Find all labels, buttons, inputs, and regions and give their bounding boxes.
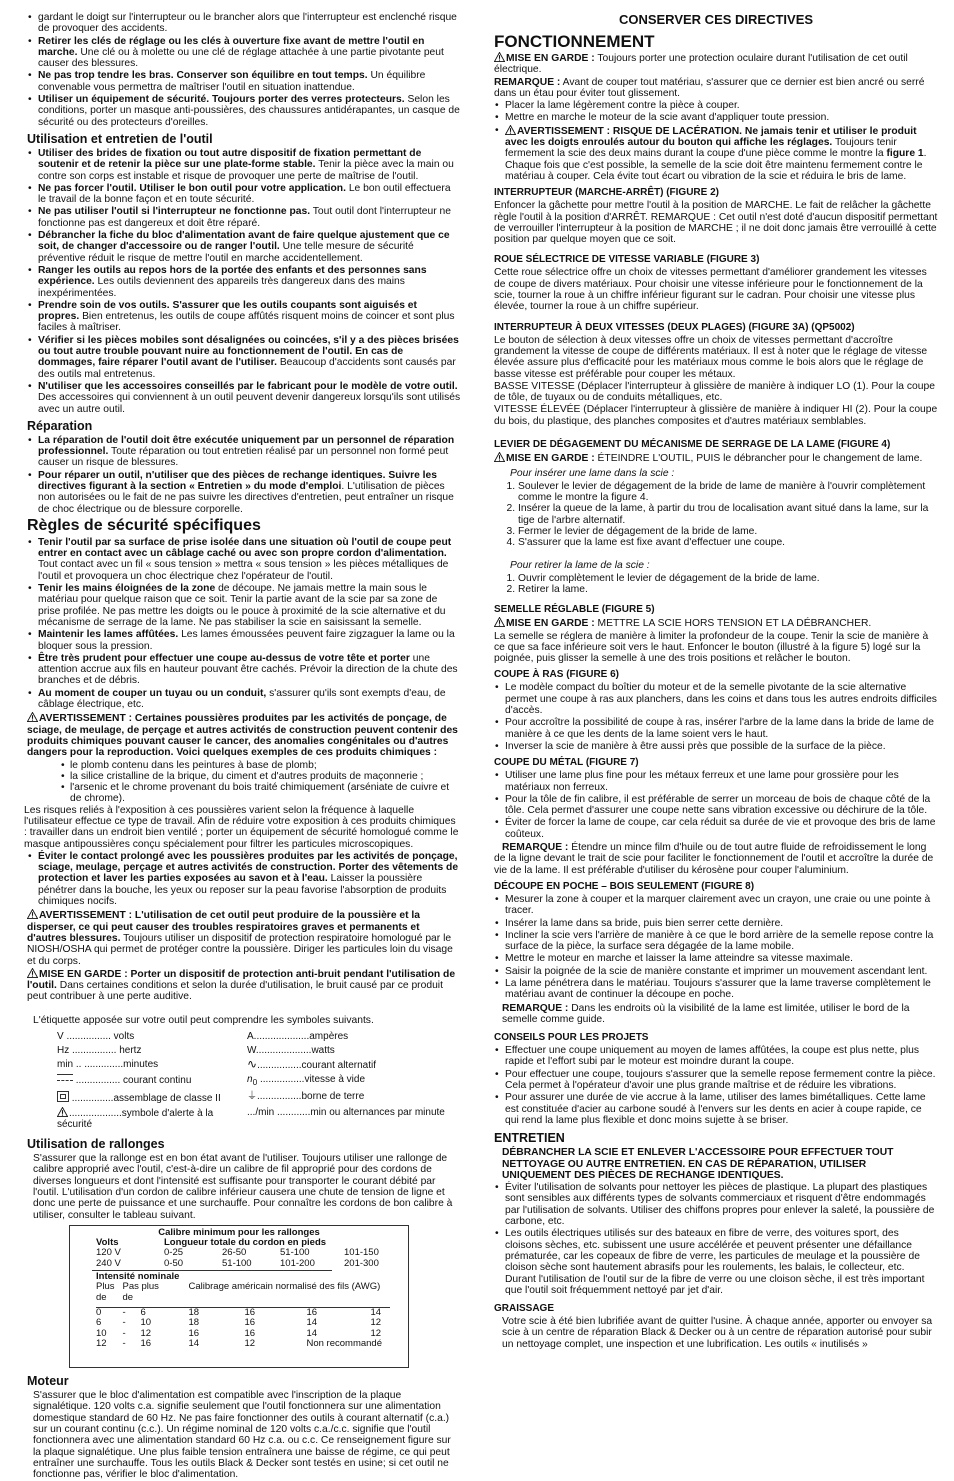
amps-table (96, 1282, 390, 1349)
symbol-volts: V ................ volts (57, 1031, 135, 1043)
section-title: Utilisation et entretien de l'outil (27, 131, 213, 146)
list-item: • Ne pas forcer l'outil. Utiliser le bon outil pour votre application. Le bon outil effectuera le travail de la bonne façon et en toute sécurité. (27, 183, 461, 206)
list-item: • Éviter l'utilisation de solvants pour nettoyer les pièces de plastique. La plupart des plastiques sont sensibles aux différents types de solvants commerciaux et risquent d'être endommagés par l'utilisation de solvants. Utiliser des chiffons propres pour enlever la saleté, la poussière de carbone, etc. (494, 1182, 938, 1227)
repair-list (27, 435, 461, 515)
list-item: • Les outils électriques utilisés sur des bateaux en fibre de verre, des voitures sport, des cloisons sèches, etc. subissent une usure accélérée et peuvent présenter une défaillance prématurée, car les copeaux de fibre de verre, les particules de meulage et la poussière de cloison sèche sont hautement abrasifs pour les roulements, les balais, le collecteur, etc. Durant l'utilisation de l'outil sur de la fibre de verre ou une cloison sèche, il est très important que l'outil soit fréquemment nettoyé par jet d'air. (494, 1228, 938, 1296)
list-item: • Ne pas utiliser l'outil si l'interrupteur ne fonctionne pas. Tout outil dont l'interrupteur ne fonctionne pas est dangereux et doit être réparé. (27, 206, 461, 229)
list-item: • Placer la lame légèrement contre la pièce à couper. (494, 100, 938, 111)
section-title: COUPE DU MÉTAL (FIGURE 7) (494, 757, 639, 769)
extension-text: S'assurer que la rallonge est en bon état avant de l'utiliser. Toujours utiliser une rallonge de calibre approprié avec l'outil, c'est-à-dire un calibre de fil approprié pour des cordons de diverses longueurs et dont l'intensité est suffisante pour transporter le courant débité par l'outil. L'utilisation d'un cordon de calibre inférieur causera une chute de tension de ligne et donc une perte de puissance et une surchauffe. Pour connaître les cordons de bon calibre à utiliser, consulter le tableau suivant. (33, 1153, 453, 1221)
symbol-alert: ...................symbole d'alerte à la sécurité (57, 1108, 214, 1131)
list-item: 3. Fermer le levier de dégagement de la bride de lame. (518, 526, 938, 537)
two-speed-text: Le bouton de sélection à deux vitesses offre un choix de vitesses permettant d'accroître grandement la vitesse de coupe de différents matériaux. Il est à noter que le réglage de vitesse élevée assure plus d'efficacité pour les matériaux mous comme le bois alors que le réglage de basse vitesse est préférable pour couper les métaux. (494, 334, 928, 380)
table-cell: 10 (96, 1327, 107, 1339)
table-cell: 12 (140, 1327, 152, 1339)
table-cell: 12 (370, 1317, 382, 1329)
dust-exposure-text: Les risques reliés à l'exposition à ces poussières varient selon la fréquence à laquelle l'utilisateur effectue ce type de travail. Afin de réduire votre exposition à ces produits chimiques : travailler dans un endroit bien ventilé ; porter un équipement de sécurité homologué comme le masque antipoussières conçu spécialement pour filtrer les particules microscopiques. (24, 804, 459, 850)
table-cell: 51-100 (280, 1247, 310, 1259)
table-cell: 14 (188, 1337, 200, 1349)
table-cell: 0-25 (164, 1247, 184, 1259)
table-cell: 0-50 (164, 1257, 184, 1269)
symbols-intro: L'étiquette apposée sur votre outil peut comprendre les symboles suivants. (33, 1014, 374, 1026)
table-cell: 16 (140, 1337, 152, 1349)
table-cell: 0 (96, 1306, 102, 1318)
table-header: Plus (96, 1281, 115, 1293)
flush-cut-list (494, 682, 938, 752)
symbol-row (57, 1059, 445, 1074)
section-title: ENTRETIEN (494, 1131, 565, 1146)
section-title: SEMELLE RÉGLABLE (FIGURE 5) (494, 604, 655, 616)
list-item: • Mesurer la zone à couper et la marquer clairement avec un crayon, une craie ou une pointe à tracer. (494, 894, 938, 917)
remove-blade-heading: Pour retirer la lame de la scie : (510, 560, 650, 572)
switch-text: Enfoncer la gâchette pour mettre l'outil à la position de MARCHE. Le fait de relâcher la gâchette règle l'outil à la position d'ARRÊT. REMARQUE : Cet outil n'est doté d'aucun dispositif permettant de verrouiller l'interrupteur à la position de MARCHE ; il ne doit donc jamais être verrouillé à cette position par quelque moyen que ce soit. (494, 200, 938, 246)
table-cell: 101-200 (280, 1257, 315, 1269)
section-title: Règles de sécurité spécifiques (27, 516, 261, 534)
table-cell: 120 V (96, 1247, 121, 1259)
list-item: 1. Soulever le levier de dégagement de la bride de lame de manière à l'ouvrir complètement comme le montre la figure 4. (518, 481, 938, 504)
list-item: • le plomb contenu dans les peintures à base de plomb; (49, 760, 461, 771)
list-item: • Tenir les mains éloignées de la zone de découpe. Ne jamais mettre la main sous le matériau pour quelque raison que ce soit. Tenir la partie avant de la scie par sa zone de prise profilée. Ne pas mettre les doigts ou le pouce à proximité de la scie alternative et du mécanisme de serrage de la lame. Ne pas stabiliser la scie en saisissant la semelle. (27, 583, 461, 628)
warning-icon (505, 125, 516, 135)
table-cell: 201-300 (344, 1257, 379, 1269)
section-title: INTERRUPTEUR (MARCHE-ARRÊT) (FIGURE 2) (494, 187, 719, 199)
right-column (494, 12, 938, 1351)
list-item: 2. Insérer la queue de la lame, à partir du trou de localisation avant situé dans la lame, sur la tige de l'arbre alternatif. (518, 503, 938, 526)
list-item: 2. Retirer la lame. (518, 584, 938, 595)
list-item: • Incliner la scie vers l'arrière de manière à ce que le bord arrière de la semelle repose contre la surface de la pièce, la surface sera dégagée de la lame mobile. (494, 930, 938, 953)
table-row (96, 1259, 387, 1269)
intro-list (27, 12, 461, 128)
section-title: COUPE À RAS (FIGURE 6) (494, 669, 620, 681)
list-item: • gardant le doigt sur l'interrupteur ou le brancher alors que l'interrupteur est enclenché risque de provoquer des accidents. (27, 12, 461, 35)
table-cell: 18 (188, 1317, 200, 1329)
symbol-dc: ................ courant continu (57, 1074, 247, 1091)
list-item: • Maintenir les lames affûtées. Les lames émoussées peuvent faire zigzaguer la lame ou la bloquer sous la pression. (27, 629, 461, 652)
list-item: • Vérifier si les pièces mobiles sont désalignées ou coincées, s'il y a des pièces brisées ou tout autre trouble pouvant nuire au fonctionnement de l'outil. En cas de dommages, faire réparer l'outil avant de l'utiliser. Beaucoup d'accidents sont causés par des outils mal entretenus. (27, 335, 461, 380)
table-title: Calibre minimum pour les rallonges (158, 1226, 320, 1238)
table-header: Longueur totale du cordon en pieds (164, 1237, 327, 1249)
list-item: • Effectuer une coupe uniquement au moyen de lames affûtées, la coupe est plus nette, plus rapide et l'effort subi par le moteur est moindre durant la coupe. (494, 1045, 938, 1068)
table-cell: - (122, 1306, 126, 1318)
symbol-no-load: $n_0$ ................vitesse à vide (247, 1074, 366, 1088)
pocket-cut-list (494, 894, 938, 1001)
table-cell: 16 (244, 1306, 256, 1318)
list-item: • la silice cristalline de la brique, du ciment et d'autres produits de maçonnerie ; (49, 771, 461, 782)
section-title: Moteur (27, 1374, 69, 1389)
symbol-amperes: A....................ampères (247, 1031, 349, 1043)
list-item: • l'arsenic et le chrome provenant du bois traité chimiquement (arséniate de cuivre et de chrome). (49, 782, 461, 805)
list-item: • Pour réparer un outil, n'utiliser que des pièces de rechange identiques. Suivre les directives figurant à la section « Entretien » du mode d'emploi. L'utilisation de pièces non autorisées ou le fait de ne pas suivre les directives d'entretien, peut entraîner un risque de choc électrique ou de blessure corporelle. (27, 470, 461, 515)
maintenance-warning: DÉBRANCHER LA SCIE ET ENLEVER L'ACCESSOIRE POUR EFFECTUER TOUT NETTOYAGE OU AUTRE ENTRETIEN. EN CAS DE RÉPARATION, UTILISER UNIQUEMENT DES PIÈCES DE RECHANGE IDENTIQUES. (502, 1147, 894, 1181)
section-title: FONCTIONNEMENT (494, 32, 655, 51)
symbol-row (57, 1031, 445, 1045)
list-item: • Ne pas trop tendre les bras. Conserver son équilibre en tout temps. Un équilibre convenable vous permettra de maîtriser l'outil en situation inattendue. (27, 70, 461, 93)
tips-list (494, 1045, 938, 1126)
table-cell: 51-100 (222, 1257, 252, 1269)
list-item: • Prendre soin de vos outils. S'assurer que les outils coupants sont aiguisés et propres. Bien entretenus, les outils de coupe affûtés risquent moins de coincer et sont plus faciles à maîtriser. (27, 300, 461, 334)
class-ii-icon (57, 1091, 69, 1102)
table-cell: 240 V (96, 1257, 121, 1269)
metal-cut-list (494, 770, 938, 840)
table-cell: 101-150 (344, 1247, 379, 1259)
left-column (24, 12, 461, 1481)
table-row (96, 1318, 390, 1328)
note: REMARQUE : Avant de couper tout matériau, s'assurer que ce dernier est bien ancré ou serré dans un étau pour éviter tout glissement. (494, 76, 925, 99)
list-item: • Être très prudent pour effectuer une coupe au-dessus de votre tête et porter une attention accrue aux fils en hauteur pouvant être cachés. Prévoir la direction de la chute des branches et de débris. (27, 653, 461, 687)
table-header: Volts (96, 1237, 119, 1249)
maintenance-list (494, 1182, 938, 1296)
list-item: • Retirer les clés de réglage ou les clés à ouverture fixe avant de mettre l'outil en marche. Une clé ou à molette ou une clé de réglage attachée à une partie pivotante peut causer des blessures. (27, 36, 461, 70)
section-title: Réparation (27, 418, 93, 433)
low-speed-text: BASSE VITESSE (Déplacer l'interrupteur à glissière de manière à indiquer LO (1). Pour la coupe de tôle, de tuyaux ou de conduits métalliques, etc. (494, 380, 935, 404)
shoe-text: La semelle se réglera de manière à limiter la profondeur de la coupe. Tenir la scie de manière à ce que sa face inférieure soit vers le haut. Enfoncer le bouton (illustré à la figure 5) logé sur la poignée, puis glisser la semelle à une des trois positions et relâcher le bouton. (494, 630, 929, 665)
table-cell: de (122, 1291, 134, 1303)
table-cell: 16 (244, 1327, 256, 1339)
table-cell: 26-50 (222, 1247, 247, 1259)
lubrication-text: Votre scie à été bien lubrifiée avant de quitter l'usine. À chaque année, apporter ou envoyer sa scie à un centre de réparation Black & Decker ou à un centre de réparation autorisé pour subir un nettoyage complet, une inspection et une lubrification. Les outils « inutilisés » (502, 1316, 933, 1350)
table-header: Pas plus (122, 1281, 159, 1293)
list-item: • Saisir la poignée de la scie de manière constante et imprimer un mouvement ascendant lent. (494, 966, 938, 977)
note: REMARQUE : Dans les endroits où la visibilité de la lame est limitée, utiliser le bord de la semelle comme guide. (502, 1002, 910, 1025)
table-cell: 16 (188, 1327, 200, 1339)
tool-use-list (27, 148, 461, 415)
warning-icon (27, 968, 38, 978)
extension-cord-table (69, 1225, 409, 1368)
note: REMARQUE : Étendre un mince film d'huile ou de tout autre fluide de refroidissement le long de la ligne devant le trait de scie pour faciliter le fonctionnement de l'outil et accroître la durée de vie de la lame. Il est préférable d'utiliser du kérosène pour couper l'aluminium. (494, 842, 934, 876)
list-item: • Utiliser un équipement de sécurité. Toujours porter des verres protecteurs. Selon les conditions, porter un masque anti-poussières, des chaussures antidérapantes, un casque de sécurité ou des protecteurs d'oreilles. (27, 94, 461, 128)
insert-blade-heading: Pour insérer une lame dans la scie : (510, 468, 675, 480)
table-cell: 18 (188, 1306, 200, 1318)
list-item: • Pour accroître la possibilité de coupe à ras, insérer l'arbre de la lame dans la bride de lame de manière à ce que les dents de la lame soient vers le haut. (494, 717, 938, 740)
warning-icon (27, 909, 38, 919)
list-item: • La réparation de l'outil doit être exécutée uniquement par un personnel de réparation professionnel. Toute réparation ou tout entretien réalisé par un personnel non formé peut causer un risque de blessures. (27, 435, 461, 469)
chemicals-list (49, 760, 461, 805)
table-header: Calibrage américain normalisé des fils (AWG) (188, 1281, 381, 1293)
symbol-per-minute: .../min ............min ou alternances par minute (247, 1107, 445, 1119)
table-cell: de (96, 1291, 107, 1303)
symbol-row (57, 1091, 445, 1107)
warning-icon (27, 712, 38, 722)
symbol-row (57, 1074, 445, 1091)
table-cell: - (122, 1317, 126, 1329)
list-item: • AVERTISSEMENT : RISQUE DE LACÉRATION. Ne jamais tenir et utiliser le produit avec les doigts enroulés autour du bouton qui affiche les réglages. Toujours tenir fermement la scie des deux mains durant la coupe d'une pièce comme le montre la figure 1. Chaque fois que c'est possible, la semelle de la scie doit être maintenu fermement contre le matériau à couper. Cela évite tout écart ou vibration de la scie et réduira le bris de lame. (494, 125, 938, 182)
list-item: • Utiliser une lame plus fine pour les métaux ferreux et une lame pour grossière pour les matériaux non ferreux. (494, 770, 938, 793)
symbol-hertz: Hz ................ hertz (57, 1045, 142, 1057)
operation-list (494, 100, 938, 182)
list-item: • Utiliser des brides de fixation ou tout autre dispositif de fixation permettant de soutenir et de retenir la pièce sur une plate-forme stable. Tenir la pièce avec la main ou contre son corps est instable et risque de provoquer une perte de maîtrise de l'outil. (27, 148, 461, 182)
motor-text: S'assurer que le bloc d'alimentation est compatible avec l'inscription de la plaque signalétique. 120 volts c.a. signifie seulement que l'outil fonctionnera sur une alimentation domestique standard de 60 Hz. Ne pas faire fonctionner des outils à courant alternatif (c.a.) sur un courant continu (c.c.). Un régime nominal de 120 volts c.a./c.c. signifie que l'outil fonctionnera avec une alimentation standard 60 Hz c.a. ou c.c. Ce renseignement figure sur la plaque signalétique. Une plus faible tension entraînera une baisse de régime, ce qui peut entraîner une surchauffe. Tous les outils Black & Decker sont testés en usine; si cet outil ne fonctionne pas, vérifier le bloc d'alimentation. (33, 1390, 451, 1481)
table-cell: - (122, 1337, 126, 1349)
list-item: • Éviter le contact prolongé avec les poussières produites par les activités de ponçage, sciage, meulage, perçage et autres activités de construction. Porter des vêtements de protection et laver les parties exposées au savon et à l'eau. Laisser la poussière pénétrer dans la bouche, les yeux ou reposer sur la peau favorise l'absorption de produits chimiques nocifs. (27, 851, 461, 907)
section-title: LEVIER DE DÉGAGEMENT DU MÉCANISME DE SERRAGE DE LA LAME (FIGURE 4) (494, 439, 891, 451)
remove-steps (494, 573, 938, 596)
section-title: ROUE SÉLECTRICE DE VITESSE VARIABLE (FIGURE 3) (494, 254, 760, 266)
table-cell: 14 (370, 1306, 382, 1318)
table-cell: 12 (370, 1327, 382, 1339)
dust-list (27, 851, 461, 907)
caution-blade: MISE EN GARDE : ÉTEINDRE L'OUTIL, PUIS le débrancher pour le changement de lame. (494, 452, 938, 464)
high-speed-text: VITESSE ÉLEVÉE (Déplacer l'interrupteur à glissière de manière à indiquer HI (2). Pour la coupe du bois, du plastique, des planches composites et d'autres matériaux semblables. (494, 404, 938, 427)
list-item: • Mettre en marche le moteur de la scie avant d'appliquer toute pression. (494, 112, 938, 123)
list-item: • Pour la tôle de fin calibre, il est préférable de serrer un morceau de bois de chaque côté de la tôle. Cela permet d'assurer une coupe nette sans vibration excessive ou déchirure de la tôle. (494, 794, 938, 817)
list-item: • Pour assurer une durée de vie accrue à la lame, utiliser des lames bimétalliques. Cette lame est constituée d'acier au carbone soudé à l'envers sur les dents en acier à coupe rapide, ce qui rend la lame plus flexible et donc moins sujette à se briser. (494, 1092, 938, 1126)
table-row (96, 1339, 390, 1349)
section-title: INTERRUPTEUR À DEUX VITESSES (DEUX PLAGES) (FIGURE 3A) (QP5002) (494, 321, 855, 333)
table-cell: 6 (140, 1306, 146, 1318)
list-item: • N'utiliser que les accessoires conseillés par le fabricant pour le modèle de votre outil. Des accessoires qui conviennent à un outil peuvent devenir dangereux lorsqu'ils sont utilisés avec un autre outil. (27, 381, 461, 415)
caution-eye: MISE EN GARDE : Toujours porter une protection oculaire durant l'utilisation de cet outil électrique. (494, 53, 908, 76)
section-title: DÉCOUPE EN POCHE – BOIS SEULEMENT (FIGURE 8) (494, 880, 755, 892)
symbol-row (57, 1107, 445, 1133)
table-row (96, 1282, 390, 1292)
table-row (96, 1293, 390, 1303)
table-cell: 14 (306, 1317, 318, 1329)
list-item: 4. S'assurer que la lame est fixe avant d'effectuer une coupe. (518, 537, 938, 548)
list-item: • Inverser la scie de manière à être aussi près que possible de la surface de la pièce. (494, 741, 938, 752)
insert-steps (494, 481, 938, 549)
section-title: Utilisation de rallonges (27, 1137, 165, 1152)
warning-icon (57, 1107, 68, 1117)
warning-respiratory: AVERTISSEMENT : L'utilisation de cet outil peut produire de la poussière et la disperser, ce qui peut causer des troubles respiratoires graves et permanents et d'autres blessures. Toujours utiliser un dispositif de protection respiratoire homologué par le NIOSH/OSHA qui permet de protéger contre la poussière. Diriger les particules loin du visage et du corps. (27, 910, 453, 967)
dc-icon (57, 1074, 73, 1081)
list-item: • Insérer la lame dans sa bride, puis bien serrer cette dernière. (494, 918, 938, 929)
section-title: CONSEILS POUR LES PROJETS (494, 1032, 649, 1044)
table-cell: 10 (140, 1317, 152, 1329)
ground-icon: ⏚ (247, 1091, 257, 1103)
list-item: • Tenir l'outil par sa surface de prise isolée dans une situation où l'outil de coupe peut entrer en contact avec un câblage caché ou avec son propre cordon d'alimentation. Tout contact avec un fil « sous tension » mettra « sous tension » les pièces métalliques de l'outil et provoquera un choc électrique chez l'opérateur de l'outil. (27, 537, 461, 582)
list-item: 1. Ouvrir complètement le levier de dégagement de la bride de lame. (518, 573, 938, 584)
list-item: • Pour effectuer une coupe, toujours s'assurer que la semelle repose fermement contre la pièce. Cela permet à l'opérateur d'avoir une plus grande maîtrise et de réduire les vibrations. (494, 1069, 938, 1092)
list-item: • Au moment de couper un tuyau ou un conduit, s'assurer qu'ils sont exempts d'eau, de câblage électrique, etc. (27, 688, 461, 711)
keep-instructions-caption: CONSERVER CES DIRECTIVES (618, 12, 814, 27)
table-cell: 12 (96, 1337, 107, 1349)
symbol-minutes: min .. ..............minutes (57, 1059, 159, 1071)
table-cell: 16 (306, 1306, 318, 1318)
caution-shoe: MISE EN GARDE : METTRE LA SCIE HORS TENSION ET LA DÉBRANCHER. (494, 617, 938, 629)
symbol-ac: ∿................courant alternatif (247, 1057, 377, 1072)
ac-icon: ∿ (247, 1057, 258, 1072)
warning-icon (494, 52, 505, 62)
volts-table (96, 1238, 387, 1269)
symbol-watts: W....................watts (247, 1045, 335, 1057)
list-item: • Éviter de forcer la lame de coupe, car cela réduit sa durée de vie et provoque des bris de lame coûteux. (494, 817, 938, 840)
table-cell: 16 (244, 1317, 256, 1329)
speed-dial-text: Cette roue sélectrice offre un choix de vitesses permettant d'améliorer grandement les vitesses de coupe de divers matériaux. Pour choisir une vitesse inférieure pour le fonctionnement de la scie, tourner la roue à un chiffre inférieur figurant sur le cadran. Pour choisir une vitesse plus élevée, tourner la roue à un chiffre supérieur. (494, 267, 927, 313)
symbol-class-ii: ...............assemblage de classe II (57, 1091, 247, 1107)
section-title: GRAISSAGE (494, 1303, 555, 1315)
table-cell: 6 (96, 1317, 102, 1329)
table-cell: 14 (306, 1327, 318, 1339)
table-cell: 12 (244, 1337, 256, 1349)
table-cell: Non recommandé (306, 1337, 382, 1349)
symbol-ground: ⏚................borne de terre (247, 1091, 365, 1103)
list-item: • Ranger les outils au repos hors de la portée des enfants et des personnes sans expérience. Les outils deviennent des appareils très dangereux dans des mains inexpérimentées. (27, 265, 461, 299)
symbols-table (57, 1031, 445, 1133)
warning-noise: MISE EN GARDE : Porter un dispositif de protection anti-bruit pendant l'utilisation de l'outil. Dans certaines conditions et selon la durée d'utilisation, le bruit causé par ce produit peut contribuer à une perte auditive. (27, 968, 456, 1003)
list-item: • Débrancher la fiche du bloc d'alimentation avant de faire quelque ajustement que ce soit, de changer d'accessoire ou de ranger l'outil. Une telle mesure de sécurité préventive réduit le risque de mettre l'outil en marche accidentellement. (27, 230, 461, 264)
list-item: • Mettre le moteur en marche et laisser la lame atteindre sa vitesse maximale. (494, 953, 938, 964)
list-item: • La lame pénétrera dans le matériau. Toujours s'assurer que la lame traverse complètement le matériau avant de continuer la découpe en poche. (494, 978, 938, 1001)
warning-icon (494, 452, 505, 462)
table-cell: - (122, 1327, 126, 1339)
table-subheader: Intensité nominale (96, 1271, 180, 1283)
list-item: • Le modèle compact du boîtier du moteur et de la semelle pivotante de la scie alternative permet une coupe à ras aux planchers, dans les coins et dans tous les autres endroits difficiles d'accès. (494, 682, 938, 716)
specific-rules-list (27, 537, 461, 710)
warning-dust: AVERTISSEMENT : Certaines poussières produites par les activités de ponçage, de sciage, de meulage, de perçage et autres activités de construction peuvent contenir des produits chimiques pouvant causer le cancer, des anomalies congénitales ou d'autres dangers pour la reproduction. Voici quelques exemples de ces produits chimiques : (27, 713, 458, 759)
warning-icon (494, 617, 505, 627)
